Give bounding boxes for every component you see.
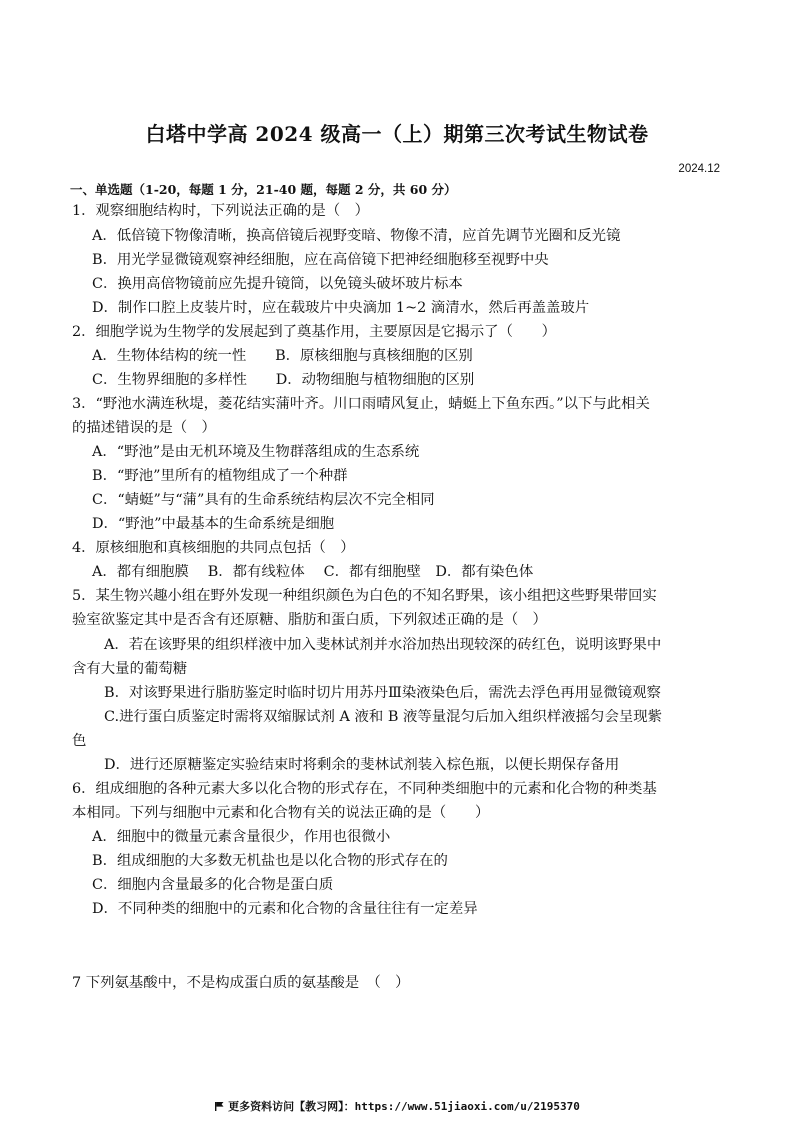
q2-options-cd: C．生物界细胞的多样性 D．动物细胞与植物细胞的区别 — [92, 372, 475, 388]
footer-link[interactable]: 更多资料访问【教习网】：https://www.51jiaoxi.com/u/2195370 — [228, 1100, 580, 1113]
question-5: 5．某生物兴趣小组在野外发现一种组织颜色为白色的不知名野果，该小组把这些野果带回实 — [72, 588, 657, 604]
q2-options-ab: A．生物体结构的统一性 B．原核细胞与真核细胞的区别 — [92, 348, 473, 364]
question-3: 3．“野池水满连秋堤，菱花结实蒲叶齐。川口雨晴风复止，蜻蜓上下鱼东西。”以下与此相关 — [72, 396, 650, 412]
section-heading: 一、单选题（1-20，每题 1 分，21-40 题，每题 2 分，共 60 分） — [70, 182, 457, 197]
q3-option-a: A．“野池”是由无机环境及生物群落组成的生态系统 — [92, 444, 420, 460]
flag-icon — [214, 1101, 224, 1111]
question-7: 7 下列氨基酸中，不是构成蛋白质的氨基酸是 （ ） — [72, 975, 410, 991]
q5-option-a: A．若在该野果的组织样液中加入斐林试剂并水浴加热出现较深的砖红色，说明该野果中 — [104, 637, 662, 653]
q1-option-d: D．制作口腔上皮装片时，应在载玻片中央滴加 1~2 滴清水，然后再盖盖玻片 — [92, 300, 590, 316]
footer — [0, 1098, 794, 1114]
q6-option-a: A．细胞中的微量元素含量很少，作用也很微小 — [92, 829, 391, 845]
q6-option-c: C．细胞内含量最多的化合物是蛋白质 — [92, 877, 334, 893]
q5-option-c-cont: 色 — [72, 733, 87, 749]
q5-option-c: C.进行蛋白质鉴定时需将双缩脲试剂 A 液和 B 液等量混匀后加入组织样液摇匀会呈现紫 — [104, 709, 663, 725]
q1-option-c: C．换用高倍物镜前应先提升镜筒，以免镜头破坏玻片标本 — [92, 276, 463, 292]
q3-option-d: D．“野池”中最基本的生命系统是细胞 — [92, 516, 335, 532]
question-5-cont: 验室欲鉴定其中是否含有还原糖、脂肪和蛋白质，下列叙述正确的是（ ） — [72, 612, 547, 628]
question-6: 6．组成细胞的各种元素大多以化合物的形式存在，不同种类细胞中的元素和化合物的种类基 — [72, 781, 657, 797]
question-2: 2．细胞学说为生物学的发展起到了奠基作用，主要原因是它揭示了（ ） — [72, 324, 557, 340]
question-1: 1．观察细胞结构时，下列说法正确的是（ ） — [72, 203, 369, 219]
q6-option-d: D．不同种类的细胞中的元素和化合物的含量往往有一定差异 — [92, 901, 478, 917]
q4-options: A．都有细胞膜 B．都有线粒体 C．都有细胞壁 D．都有染色体 — [92, 564, 534, 580]
q3-option-c: C．“蜻蜓”与“蒲”具有的生命系统结构层次不完全相同 — [92, 492, 435, 508]
q5-option-a-cont: 含有大量的葡萄糖 — [72, 661, 188, 677]
q1-option-b: B．用光学显微镜观察神经细胞，应在高倍镜下把神经细胞移至视野中央 — [92, 252, 549, 268]
question-3-cont: 的描述错误的是（ ） — [72, 420, 216, 436]
q5-option-b: B．对该野果进行脂肪鉴定时临时切片用苏丹Ⅲ染液染色后，需洗去浮色再用显微镜观察 — [104, 685, 661, 701]
q3-option-b: B．“野池”里所有的植物组成了一个种群 — [92, 468, 348, 484]
q5-option-d: D．进行还原糖鉴定实验结束时将剩余的斐林试剂装入棕色瓶，以便长期保存备用 — [104, 757, 620, 773]
question-4: 4．原核细胞和真核细胞的共同点包括（ ） — [72, 540, 355, 556]
page-title: 白塔中学高 2024 级高一（上）期第三次考试生物试卷 — [145, 122, 649, 146]
q6-option-b: B．组成细胞的大多数无机盐也是以化合物的形式存在的 — [92, 853, 448, 869]
q1-option-a: A．低倍镜下物像清晰，换高倍镜后视野变暗、物像不清，应首先调节光圈和反光镜 — [92, 228, 621, 244]
exam-date: 2024.12 — [678, 163, 720, 175]
question-6-cont: 本相同。下列与细胞中元素和化合物有关的说法正确的是（ ） — [72, 805, 490, 821]
